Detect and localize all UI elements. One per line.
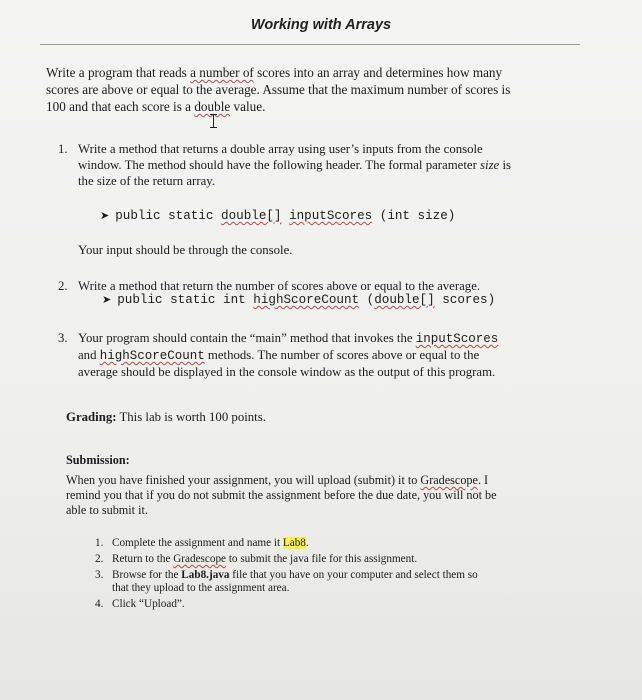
console-note: Your input should be through the console. (78, 243, 293, 257)
intro-paragraph: Write a program that reads a number of scores into an array and determines how many scores are above or equal to the average. Assume that the maximum number of scores is 100 and that each score is a double value. (46, 65, 511, 114)
title-divider (40, 44, 580, 45)
intro-spell-mark: a number of (190, 65, 254, 80)
list-item: 2. Return to the Gradescope to submit the java file for this assignment. (95, 553, 418, 565)
submission-steps (95, 537, 555, 614)
list-item-2: 2. Write a method that return the number of scores above or equal to the average. (58, 279, 481, 293)
list-item: 3. Browse for the Lab8.java file that you have on your computer and select them so that they upload to the assignment area. (95, 569, 478, 594)
code-input-scores-header: ➤ public static double[] inputScores (int size) (100, 209, 456, 223)
list-item-1: 1. Write a method that returns a double array using user’s inputs from the console window. The method should have the following header. The formal parameter size is the size of the return array. (58, 142, 511, 188)
submission-paragraph: When you have finished your assignment, you will upload (submit) it to Gradescope. I remind you that if you do not submit the assignment before the due date, you will not be able to submit it. (66, 473, 497, 517)
grading-line: Grading: This lab is worth 100 points. (66, 410, 266, 424)
page-title: Working with Arrays (250, 17, 392, 33)
highlighted-text: Lab8 (282, 537, 306, 549)
list-item-3: 3. Your program should contain the “main” method that invokes the inputScores and highScoreCount methods. The number of scores above or equal to the average should be displayed in the console window as the output of this program. (58, 331, 499, 379)
submission-heading: Submission: (66, 453, 130, 467)
code-high-score-header: ➤ public static int highScoreCount (double[] scores) (102, 293, 496, 307)
text-cursor-icon (213, 114, 214, 128)
arrow-bullet-icon: ➤ (100, 209, 110, 222)
arrow-bullet-icon: ➤ (102, 293, 112, 306)
list-item: 4. Click “Upload”. (95, 598, 185, 610)
list-item: 1. Complete the assignment and name it Lab8. (95, 537, 309, 549)
